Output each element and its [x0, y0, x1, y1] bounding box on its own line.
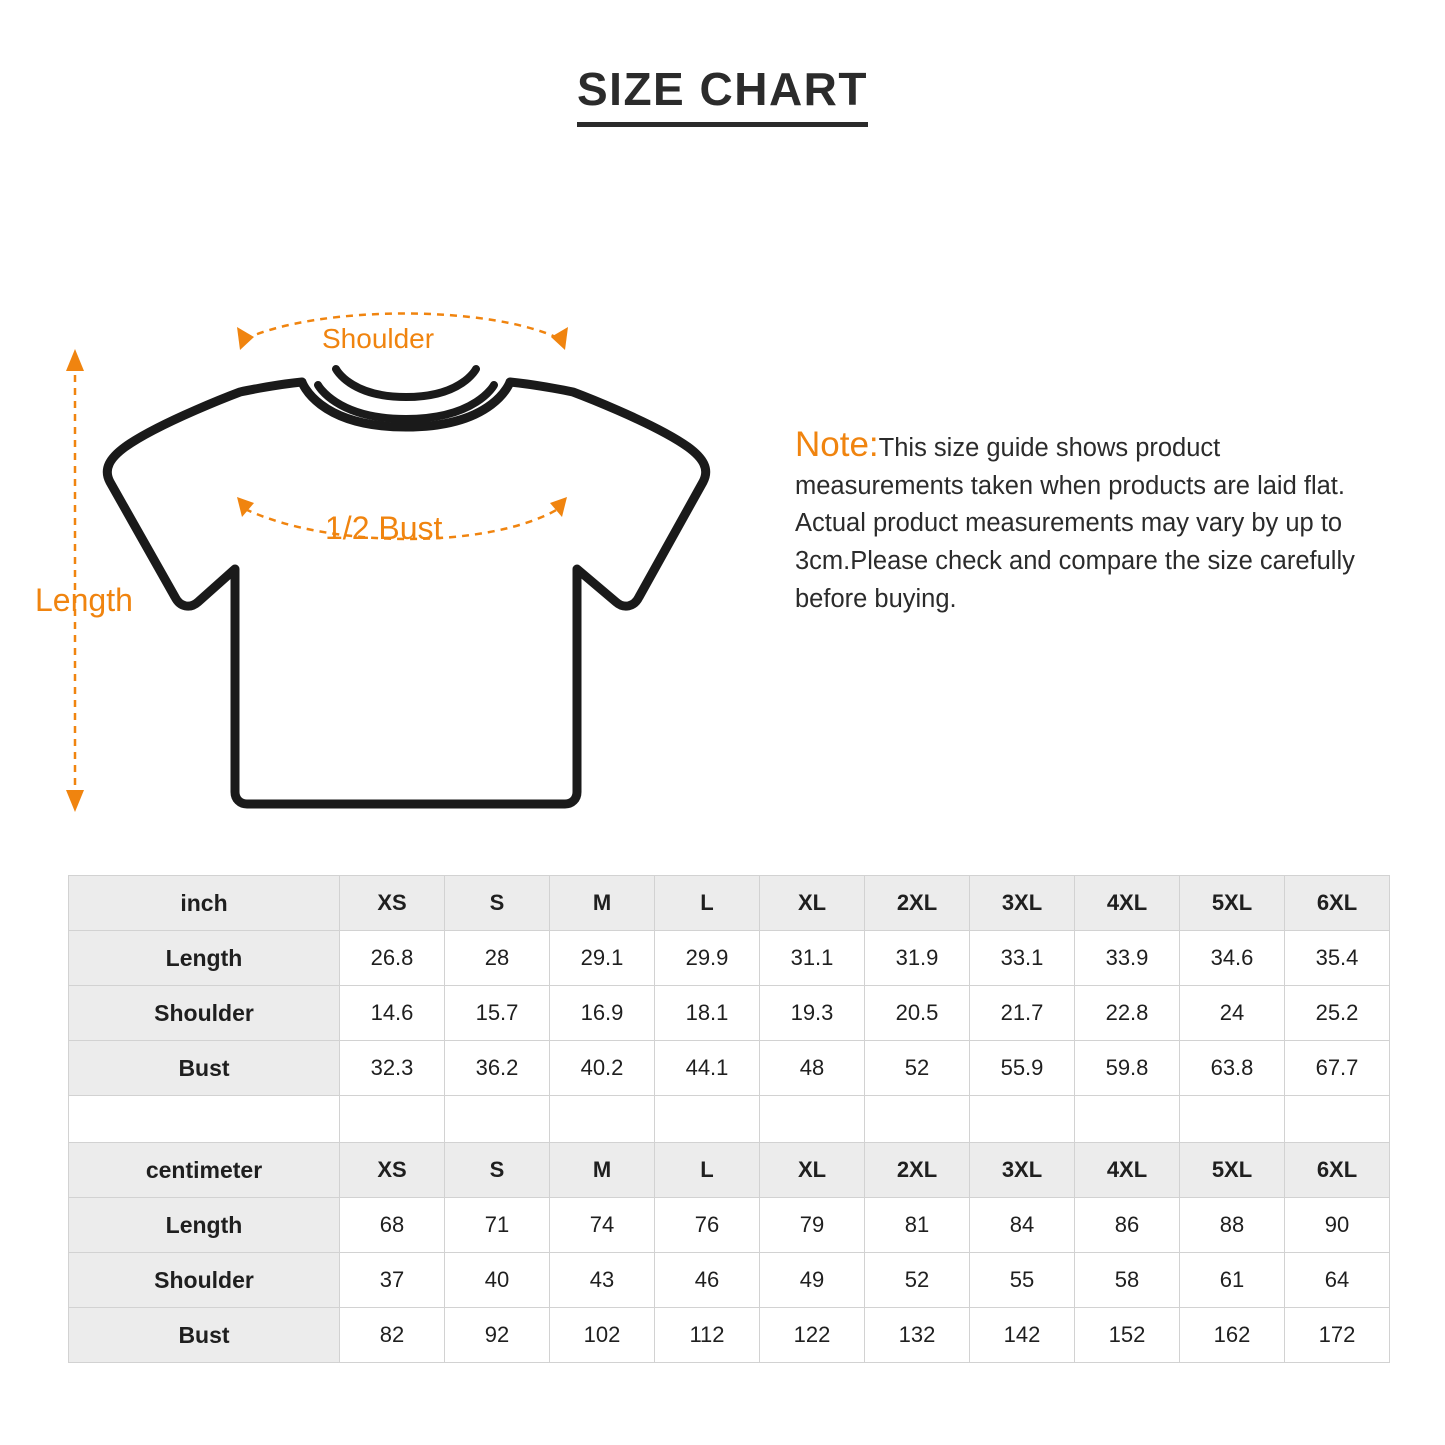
size-col-s: S	[445, 876, 550, 931]
table-row	[69, 986, 1390, 1041]
cell: 20.5	[865, 986, 970, 1041]
cell: 43	[550, 1253, 655, 1308]
cell: 55.9	[970, 1041, 1075, 1096]
unit-label-inch: inch	[69, 876, 340, 931]
table-spacer-row	[69, 1096, 1390, 1143]
spacer-cell	[445, 1096, 550, 1143]
cell: 31.1	[760, 931, 865, 986]
cell: 40	[445, 1253, 550, 1308]
page-title: SIZE CHART	[577, 62, 868, 127]
size-col-m: M	[550, 1143, 655, 1198]
size-col-5xl: 5XL	[1180, 876, 1285, 931]
spacer-cell	[970, 1096, 1075, 1143]
cell: 34.6	[1180, 931, 1285, 986]
cell: 152	[1075, 1308, 1180, 1363]
size-col-2xl: 2XL	[865, 1143, 970, 1198]
cell: 29.1	[550, 931, 655, 986]
cell: 86	[1075, 1198, 1180, 1253]
table-header-row-cm	[69, 1143, 1390, 1198]
cell: 33.1	[970, 931, 1075, 986]
row-label-bust-inch: Bust	[69, 1041, 340, 1096]
spacer-cell	[655, 1096, 760, 1143]
spacer-cell	[760, 1096, 865, 1143]
cell: 81	[865, 1198, 970, 1253]
table-row	[69, 1253, 1390, 1308]
cell: 142	[970, 1308, 1075, 1363]
size-col-xs: XS	[340, 876, 445, 931]
cell: 25.2	[1285, 986, 1390, 1041]
label-bust: 1/2 Bust	[325, 510, 443, 546]
size-col-4xl: 4XL	[1075, 1143, 1180, 1198]
cell: 36.2	[445, 1041, 550, 1096]
cell: 22.8	[1075, 986, 1180, 1041]
cell: 132	[865, 1308, 970, 1363]
cell: 55	[970, 1253, 1075, 1308]
size-col-xl: XL	[760, 876, 865, 931]
cell: 67.7	[1285, 1041, 1390, 1096]
table-row	[69, 931, 1390, 986]
table-row	[69, 1041, 1390, 1096]
cell: 37	[340, 1253, 445, 1308]
cell: 58	[1075, 1253, 1180, 1308]
size-tables	[68, 875, 1358, 1363]
cell: 88	[1180, 1198, 1285, 1253]
cell: 172	[1285, 1308, 1390, 1363]
spacer-cell	[1075, 1096, 1180, 1143]
row-label-bust-cm: Bust	[69, 1308, 340, 1363]
spacer-cell	[340, 1096, 445, 1143]
cell: 92	[445, 1308, 550, 1363]
cell: 19.3	[760, 986, 865, 1041]
cell: 26.8	[340, 931, 445, 986]
size-col-6xl: 6XL	[1285, 1143, 1390, 1198]
cell: 112	[655, 1308, 760, 1363]
label-length: Length	[35, 582, 133, 618]
note-label: Note:	[795, 425, 879, 464]
table-header-row	[69, 876, 1390, 931]
spacer-cell	[865, 1096, 970, 1143]
cell: 68	[340, 1198, 445, 1253]
cell: 71	[445, 1198, 550, 1253]
cell: 52	[865, 1253, 970, 1308]
row-label-shoulder-cm: Shoulder	[69, 1253, 340, 1308]
size-col-3xl: 3XL	[970, 1143, 1075, 1198]
size-col-l: L	[655, 1143, 760, 1198]
cell: 90	[1285, 1198, 1390, 1253]
size-col-xs: XS	[340, 1143, 445, 1198]
cell: 16.9	[550, 986, 655, 1041]
note-text: This size guide shows product measurements taken when products are laid flat. Actual product measurements may vary by up to 3cm.Please check and compare the size carefully before buying.	[795, 434, 1355, 613]
cell: 84	[970, 1198, 1075, 1253]
cell: 15.7	[445, 986, 550, 1041]
unit-label-cm: centimeter	[69, 1143, 340, 1198]
cell: 76	[655, 1198, 760, 1253]
cell: 14.6	[340, 986, 445, 1041]
cell: 49	[760, 1253, 865, 1308]
cell: 64	[1285, 1253, 1390, 1308]
cell: 35.4	[1285, 931, 1390, 986]
table-row	[69, 1198, 1390, 1253]
size-col-3xl: 3XL	[970, 876, 1075, 931]
tshirt-illustration	[40, 297, 760, 857]
cell: 102	[550, 1308, 655, 1363]
cell: 31.9	[865, 931, 970, 986]
cell: 28	[445, 931, 550, 986]
cell: 82	[340, 1308, 445, 1363]
diagram-and-note	[0, 127, 1445, 747]
cell: 48	[760, 1041, 865, 1096]
cell: 74	[550, 1198, 655, 1253]
page-title-wrap	[0, 0, 1445, 127]
cell: 18.1	[655, 986, 760, 1041]
cell: 24	[1180, 986, 1285, 1041]
note-block	[795, 427, 1385, 619]
size-col-m: M	[550, 876, 655, 931]
cell: 46	[655, 1253, 760, 1308]
row-label-length-cm: Length	[69, 1198, 340, 1253]
spacer-cell	[69, 1096, 340, 1143]
size-col-4xl: 4XL	[1075, 876, 1180, 931]
cell: 33.9	[1075, 931, 1180, 986]
size-col-5xl: 5XL	[1180, 1143, 1285, 1198]
row-label-length-inch: Length	[69, 931, 340, 986]
spacer-cell	[1180, 1096, 1285, 1143]
cell: 52	[865, 1041, 970, 1096]
row-label-shoulder-inch: Shoulder	[69, 986, 340, 1041]
spacer-cell	[550, 1096, 655, 1143]
spacer-cell	[1285, 1096, 1390, 1143]
tshirt-diagram	[35, 297, 760, 857]
cell: 21.7	[970, 986, 1075, 1041]
cell: 40.2	[550, 1041, 655, 1096]
size-col-2xl: 2XL	[865, 876, 970, 931]
cell: 32.3	[340, 1041, 445, 1096]
size-col-xl: XL	[760, 1143, 865, 1198]
cell: 59.8	[1075, 1041, 1180, 1096]
size-table-inch	[68, 875, 1390, 1363]
cell: 79	[760, 1198, 865, 1253]
cell: 29.9	[655, 931, 760, 986]
size-col-l: L	[655, 876, 760, 931]
size-col-6xl: 6XL	[1285, 876, 1390, 931]
cell: 162	[1180, 1308, 1285, 1363]
cell: 44.1	[655, 1041, 760, 1096]
size-col-s: S	[445, 1143, 550, 1198]
cell: 63.8	[1180, 1041, 1285, 1096]
cell: 122	[760, 1308, 865, 1363]
label-shoulder: Shoulder	[322, 323, 435, 354]
table-row	[69, 1308, 1390, 1363]
cell: 61	[1180, 1253, 1285, 1308]
